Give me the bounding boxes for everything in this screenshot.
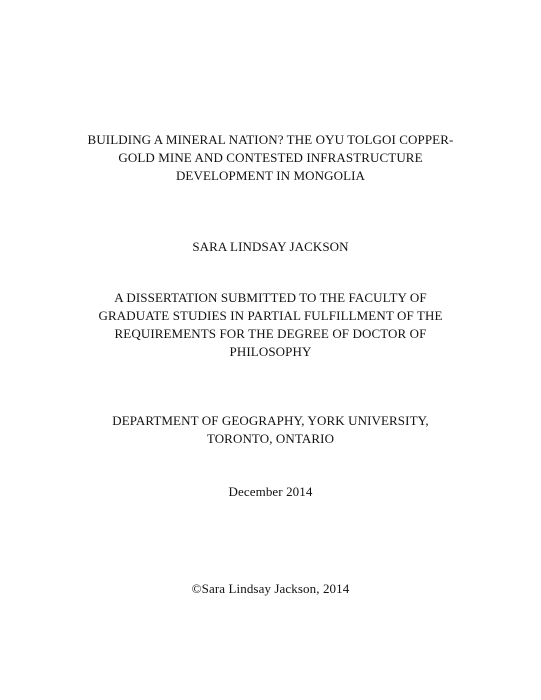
department-line: DEPARTMENT OF GEOGRAPHY, YORK UNIVERSITY, [112, 413, 429, 428]
date-line: December 2014 [228, 484, 313, 499]
submission-statement [40, 289, 501, 361]
department-affiliation [40, 412, 501, 448]
copyright-line: ©Sara Lindsay Jackson, 2014 [191, 581, 350, 596]
title-line: GOLD MINE AND CONTESTED INFRASTRUCTURE [118, 150, 423, 165]
statement-line: GRADUATE STUDIES IN PARTIAL FULFILLMENT OF THE [98, 308, 443, 323]
department-line: TORONTO, ONTARIO [206, 431, 335, 446]
statement-line: PHILOSOPHY [229, 344, 312, 359]
statement-line: REQUIREMENTS FOR THE DEGREE OF DOCTOR OF [114, 326, 427, 341]
copyright-notice [40, 580, 501, 598]
statement-line: A DISSERTATION SUBMITTED TO THE FACULTY OF [114, 290, 427, 305]
author-line: SARA LINDSAY JACKSON [192, 239, 349, 254]
title-line: BUILDING A MINERAL NATION? THE OYU TOLGOI COPPER- [87, 132, 454, 147]
submission-date [40, 483, 501, 501]
author-name [40, 238, 501, 256]
title-line: DEVELOPMENT IN MONGOLIA [175, 168, 366, 183]
dissertation-title [40, 131, 501, 185]
